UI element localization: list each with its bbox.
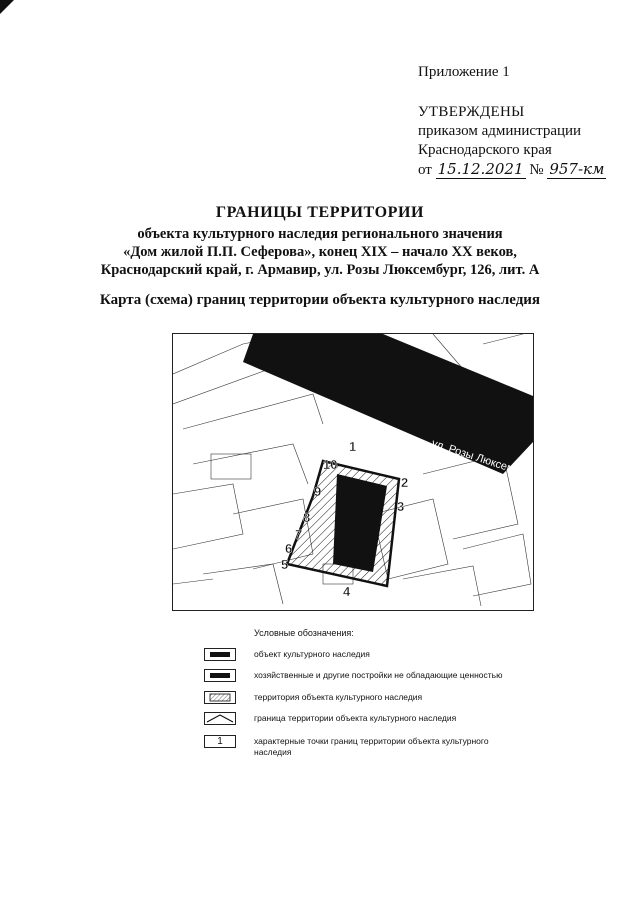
title-line-1: объекта культурного наследия регионального значения — [137, 226, 503, 242]
number-prefix: № — [529, 162, 544, 178]
date-number-line — [418, 160, 606, 180]
point-1: 1 — [349, 439, 357, 454]
legend-label-points: характерные точки границ территории объекта культурного наследия — [254, 736, 489, 757]
legend-symbol-territory — [204, 691, 236, 704]
legend-symbol-outbuildings — [204, 669, 236, 682]
date-value: 15.12.2021 — [437, 160, 524, 178]
street-band — [243, 334, 533, 474]
approved-line-2: Краснодарского края — [418, 142, 552, 158]
legend-label-heritage: объект культурного наследия — [254, 649, 370, 659]
legend-symbol-heritage — [204, 648, 236, 661]
approved-line-1: приказом администрации — [418, 123, 582, 139]
point-2: 2 — [401, 475, 409, 490]
map-caption: Карта (схема) границ территории объекта культурного наследия — [99, 292, 541, 308]
point-3: 3 — [397, 499, 405, 514]
point-9: 9 — [314, 484, 322, 499]
boundary-map — [172, 333, 534, 611]
date-prefix: от — [418, 162, 432, 178]
approved-title: УТВЕРЖДЕНЫ — [418, 104, 525, 120]
legend-symbol-points: 1 — [204, 735, 236, 748]
approval-block — [418, 103, 606, 180]
street-label: ул. Розы Люксембург — [430, 437, 533, 483]
point-5: 5 — [281, 557, 289, 572]
document-title: ГРАНИЦЫ ТЕРРИТОРИИ — [215, 204, 425, 221]
point-8: 8 — [303, 510, 311, 525]
legend-label-boundary: граница территории объекта культурного наследия — [254, 713, 457, 723]
point-4: 4 — [343, 584, 351, 599]
point-6: 6 — [285, 541, 293, 556]
title-line-3: Краснодарский край, г. Армавир, ул. Розы Люксембург, 126, лит. А — [100, 262, 540, 278]
map-drawing — [173, 334, 533, 610]
corner-mark — [0, 0, 16, 16]
number-value: 957-км — [549, 160, 605, 178]
legend-symbol-boundary — [204, 712, 236, 725]
legend-label-outbuildings: хозяйственные и другие постройки не обладающие ценностью — [254, 670, 503, 680]
appendix-label: Приложение 1 — [418, 64, 510, 80]
legend-label-territory: территория объекта культурного наследия — [254, 692, 423, 702]
point-10: 10 — [323, 457, 338, 472]
point-7: 7 — [295, 527, 303, 542]
title-line-2: «Дом жилой П.П. Сеферова», конец XIX – начало XX веков, — [123, 244, 517, 260]
legend-title: Условные обозначения: — [254, 628, 354, 638]
